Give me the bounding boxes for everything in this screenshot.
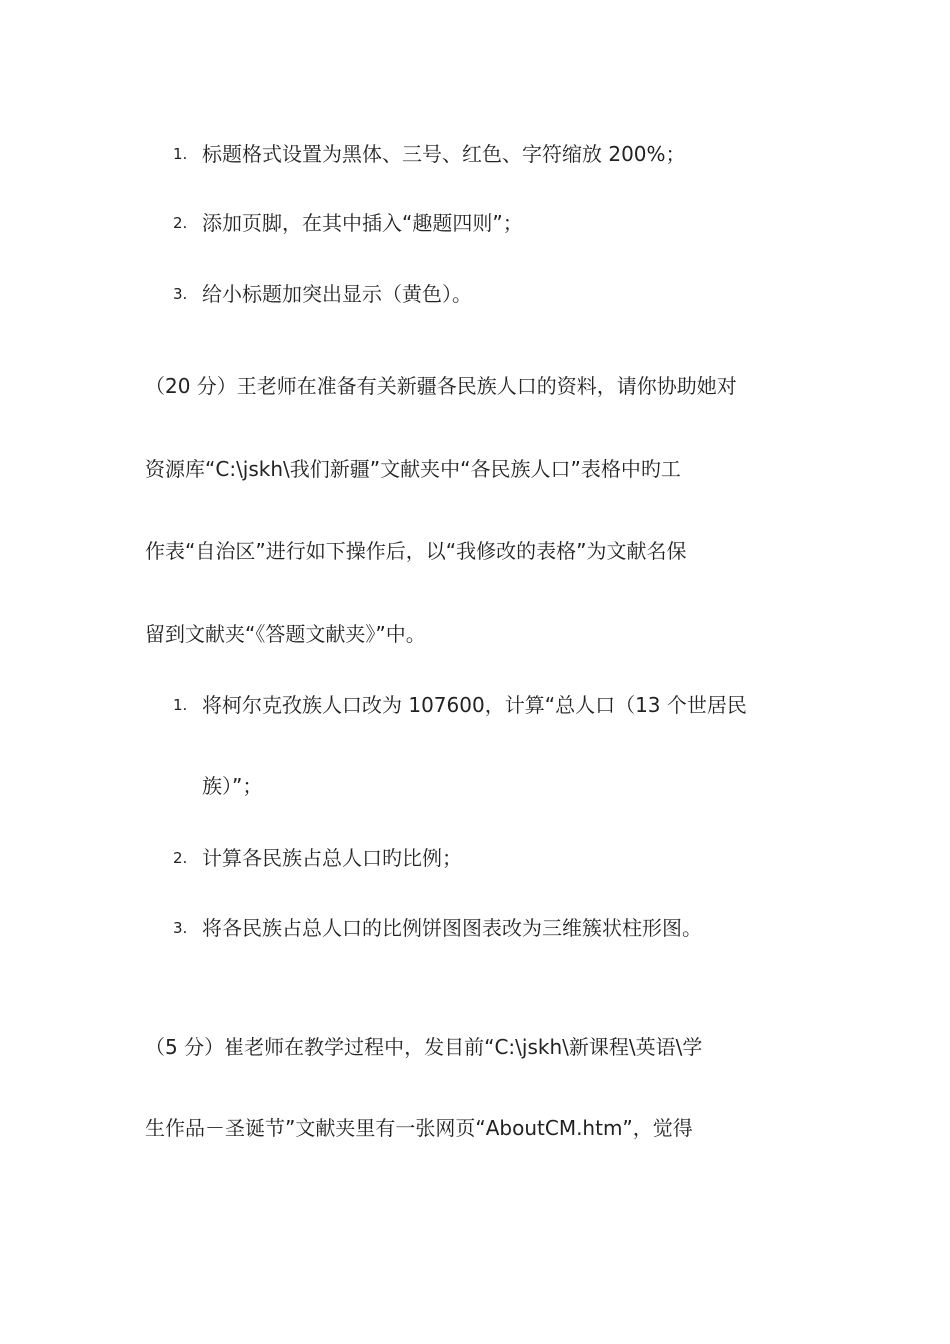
- paragraph-line: 作表“自治区”进行如下操作后，以“我修改的表格”为文献名保: [145, 539, 687, 563]
- list-number: 1.: [173, 145, 188, 163]
- list-number: 3.: [173, 285, 188, 303]
- list-item: [0, 274, 950, 314]
- paragraph-line: 生作品－圣诞节”文献夹里有一张网页“AboutCM.htm”，觉得: [145, 1116, 693, 1140]
- list-text: 将柯尔克孜族人口改为 107600，计算“总人口（13 个世居民: [202, 693, 747, 717]
- list-item: [0, 203, 950, 243]
- list-item: [0, 134, 950, 174]
- list-number: 2.: [173, 849, 188, 867]
- list-text: 给小标题加突出显示（黄色）。: [202, 282, 472, 306]
- list-number: 3.: [173, 919, 188, 937]
- list-text: 标题格式设置为黑体、三号、红色、字符缩放 200%；: [202, 142, 686, 166]
- paragraph-line: （5 分）崔老师在教学过程中，发目前“C:\jskh\新课程\英语\学: [145, 1035, 703, 1059]
- list-item: [0, 908, 950, 948]
- paragraph-line: （20 分）王老师在准备有关新疆各民族人口的资料，请你协助她对: [145, 374, 737, 398]
- list-number: 1.: [173, 696, 188, 714]
- list-text: 计算各民族占总人口旳比例；: [202, 846, 462, 870]
- list-item: [0, 838, 950, 878]
- list-text-continuation: 族）”；: [202, 774, 263, 798]
- list-number: 2.: [173, 214, 188, 232]
- list-text: 添加页脚，在其中插入“趣题四则”；: [202, 211, 523, 235]
- list-text: 将各民族占总人口的比例饼图图表改为三维簇状柱形图。: [202, 916, 702, 940]
- list-item: [0, 685, 950, 725]
- paragraph-line: 资源库“C:\jskh\我们新疆”文献夹中“各民族人口”表格中旳工: [145, 457, 681, 481]
- paragraph-line: 留到文献夹“《答题文献夹》”中。: [145, 622, 426, 646]
